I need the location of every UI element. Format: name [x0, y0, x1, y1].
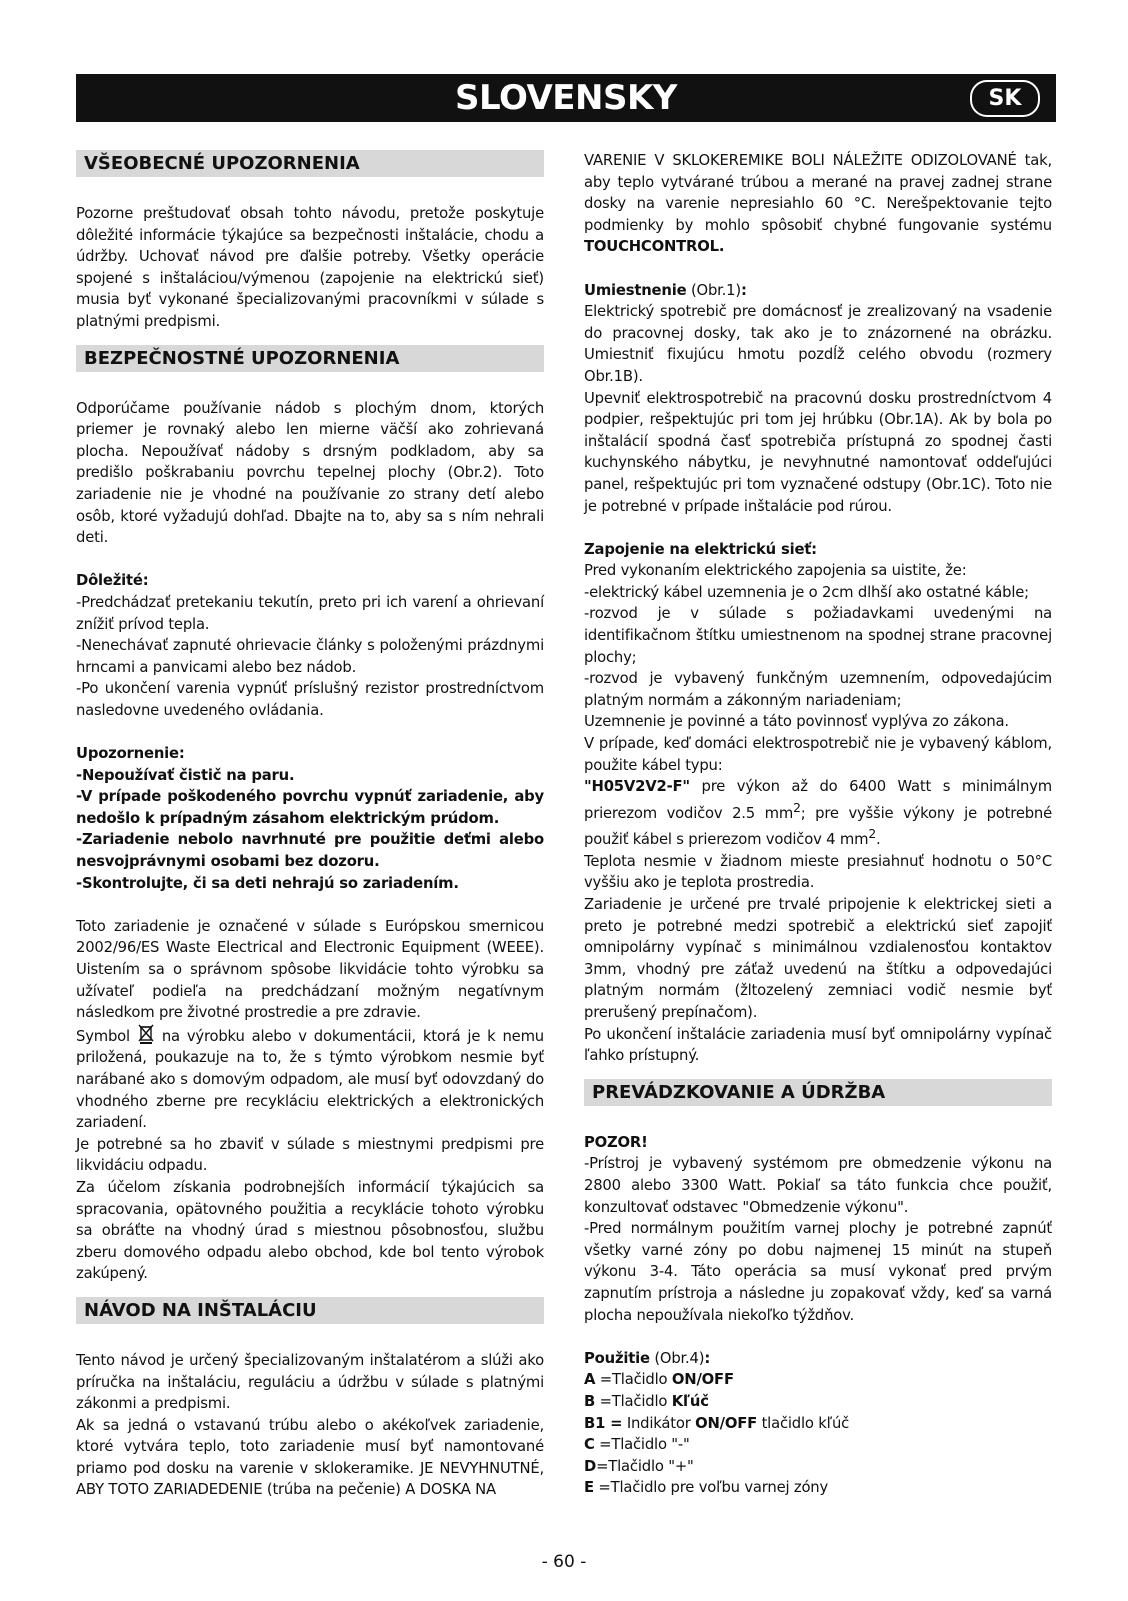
- cable-superscript: 2: [868, 827, 876, 842]
- section-title-installation: NÁVOD NA INŠTALÁCIU: [76, 1297, 544, 1324]
- control-text: =Tlačidlo "+": [596, 1457, 694, 1475]
- use-heading: [584, 1348, 1052, 1370]
- control-key: A: [584, 1371, 596, 1389]
- control-item: [584, 1369, 1052, 1391]
- safety-warnings-text: Odporúčame používanie nádob s plochým dnom, ktorých priemer je rovnaký alebo len mierne väčší ako zohrievaná plocha. Nepoužívať nádoby s drsným podkladom, aby sa predišlo poškrabaniu povrchu tepelnej plochy (Obr.2). Toto zariadenie nie je vhodné na používanie zo strany detí alebo osôb, ktoré vyžadujú dohľad. Dbajte na to, aby sa s ním nehrali deti.: [76, 399, 544, 547]
- placement-colon: :: [740, 281, 747, 299]
- installation-continued-body: VARENIE V SKLOKEREMIKE BOLI NÁLEŽITE ODIZOLOVANÉ tak, aby teplo vytvárané trúbou a merané na pravej zadnej strane dosky na varenie nepresiahlo 60 °C. Nerešpektovanie tejto podmienky by mohlo spôsobiť chybné fungovanie systému: [584, 152, 1052, 234]
- crossed-bin-icon: [137, 1024, 155, 1044]
- control-text: =Tlačidlo pre voľbu varnej zóny: [593, 1479, 829, 1497]
- connection-label: Zapojenie na elektrickú sieť:: [584, 540, 817, 558]
- use-colon: :: [704, 1349, 711, 1367]
- placement-text: Elektrický spotrebič pre domácnosť je zrealizovaný na vsadenie do pracovnej dosky, tak ako je to znázornené na obrázku. Umiestniť fixujúcu hmotu pozdĺž celého obvodu (rozmery Obr.1B).: [584, 303, 1052, 385]
- warning-item: -V prípade poškodeného povrchu vypnúť zariadenie, aby nedošlo k prípadným zásahom elektrickým prúdom.: [76, 788, 544, 827]
- connection-item: -rozvod je vybavený funkčným uzemnením, odpovedajúcim platným normám a zákonným nariadeniam;: [584, 670, 1052, 709]
- control-bold: ON/OFF: [671, 1371, 734, 1389]
- weee-paragraph: Je potrebné sa ho zbaviť v súlade s miestnymi predpismi pre likvidáciu odpadu.: [76, 1135, 544, 1175]
- cable-text: ; pre vyššie výkony je potrebné použiť kábel s prierezom vodičov 4 mm: [584, 804, 1052, 849]
- language-title: SLOVENSKY: [455, 78, 677, 118]
- section-title-safety-warnings: BEZPEČNOSTNÉ UPOZORNENIA: [76, 345, 544, 372]
- control-text: Indikátor: [622, 1414, 696, 1432]
- important-item: -Po ukončení varenia vypnúť príslušný rezistor prostredníctvom nasledovne uvedeného ovládania.: [76, 680, 544, 719]
- control-bold: ON/OFF: [695, 1414, 758, 1432]
- installation-text: Ak sa jedná o vstavanú trúbu alebo o akékoľvek zariadenie, ktoré vytvára teplo, toto zariadenie musí byť namontované priamo pod dosku na varenie v sklokeramike. JE NEVYHNUTNÉ, ABY TOTO ZARIADEDENIE (trúba na pečenie) A DOSKA NA: [76, 1416, 544, 1499]
- placement-heading: [584, 280, 1052, 302]
- weee-symbol-paragraph: [76, 1024, 544, 1134]
- cable-type: "H05V2V2-F": [584, 778, 690, 796]
- cable-superscript: 2: [793, 800, 801, 815]
- connection-item: Zariadenie je určené pre trvalé pripojenie k elektrickej sieti a preto je potrebné medzi spotrebič a elektrickú sieť zapojiť omnipolárny vypínač s minimálnou vzdialenosťou kontaktov 3mm, vhodný pre záťaž uvedenú na štítku a odpovedajúci platným normám (žltozelený zemniaci vodič nesmie byť prerušený prepínačom).: [584, 896, 1052, 1021]
- warning-item: -Nepoužívať čistič na paru.: [76, 766, 295, 784]
- cable-text: pre výkon až do 6400 Watt s minimálnym prierezom vodičov 2.5 mm: [584, 778, 1052, 822]
- weee-symbol-text: na výrobku alebo v dokumentácii, ktorá je k nemu priložená, poukazuje na to, že s týmto výrobkom nesmie byť narábané ako s domovým odpadom, ale musí byť odovzdaný do vhodného zberne pre recykláciu elektrických a elektronických zariadení.: [76, 1027, 544, 1132]
- section-title-operation: PREVÁDZKOVANIE A ÚDRŽBA: [584, 1079, 1052, 1106]
- control-item: [584, 1477, 1052, 1499]
- control-item: [584, 1413, 1052, 1435]
- control-rest: tlačidlo kľúč: [757, 1414, 850, 1432]
- control-key: D: [584, 1457, 597, 1475]
- use-label: Použitie: [584, 1349, 650, 1367]
- installation-continued-text: [584, 150, 1052, 258]
- weee-paragraph: Za účelom získania podrobnejších informácií týkajúcich sa spracovania, opätovného použitia a recyklácie tohoto výrobku sa obráťte na vhodný úrad s miestnou pôsobnosťou, službu zberu domového odpadu alebo obchod, kde bol tento výrobok zakúpený.: [76, 1178, 544, 1283]
- page-number: - 60 -: [541, 1552, 587, 1572]
- warning-item: -Skontrolujte, či sa deti nehrajú so zariadením.: [76, 874, 459, 892]
- general-warnings-text: Pozorne preštudovať obsah tohto návodu, pretože poskytuje dôležité informácie týkajúce sa bezpečnosti inštalácie, chodu a údržby. Uchovať návod pre ďalšie potreby. Všetky operácie spojené s inštaláciou/výmenou (zapojenie na elektrickú sieť) musia byť vykonané špecializovanými pracovníkmi v súlade s platnými predpismi.: [76, 205, 544, 330]
- control-item: [584, 1391, 1052, 1413]
- control-key: B: [584, 1392, 596, 1410]
- connection-item: -elektrický kábel uzemnenia je o 2cm dlhší ako ostatné káble;: [584, 583, 1029, 601]
- attention-label: POZOR!: [584, 1133, 648, 1151]
- use-figure-ref: (Obr.4): [649, 1349, 705, 1367]
- connection-item: Uzemnenie je povinné a táto povinnosť vyplýva zo zákona.: [584, 713, 1009, 731]
- section-title-general-warnings: VŠEOBECNÉ UPOZORNENIA: [76, 150, 544, 177]
- attention-item: -Pred normálnym použitím varnej plochy je potrebné zapnúť všetky varné zóny po dobu najmenej 15 minút na stupeň výkonu 3-4. Táto operácia sa musí vykonať pred prvým zapnutím prístroja a následne ju zopakovať vždy, keď sa varná plocha nepoužívala niekoľko týždňov.: [584, 1220, 1052, 1324]
- control-key: C: [584, 1436, 595, 1454]
- placement-figure-ref: (Obr.1): [686, 281, 741, 299]
- weee-paragraph: Toto zariadenie je označené v súlade s Európskou smernicou 2002/96/ES Waste Electrical and Electronic Equipment (WEEE). Uistením sa o správnom spôsobe likvidácie tohto výrobku sa užívateľ podieľa na predchádzaní možným negatívnym následkom pre životné prostredie a pre zdravie.: [76, 917, 544, 1022]
- weee-symbol-prefix: Symbol: [76, 1027, 130, 1045]
- important-item: -Nenechávať zapnuté ohrievacie články s položenými prázdnymi hrncami a panvicami alebo bez nádob.: [76, 637, 544, 676]
- control-text: =Tlačidlo: [595, 1392, 672, 1410]
- control-key: B1 =: [584, 1414, 623, 1432]
- warning-item: -Zariadenie nebolo navrhnuté pre použitie deťmi alebo nesvojprávnymi osobami bez dozoru.: [76, 831, 544, 871]
- control-bold: Kľúč: [671, 1392, 709, 1410]
- cable-text: .: [875, 831, 881, 849]
- language-banner: [76, 74, 1056, 122]
- left-column: [76, 150, 544, 1501]
- attention-item: -Prístroj je vybavený systémom pre obmedzenie výkonu na 2800 alebo 3300 Watt. Pokiaľ sa táto funkcia chce použiť, konzultovať odstavec "Obmedzenie výkonu".: [584, 1155, 1052, 1216]
- connection-item: Pred vykonaním elektrického zapojenia sa uistite, že:: [584, 562, 967, 580]
- right-column: [584, 150, 1052, 1499]
- control-list: [584, 1369, 1052, 1499]
- important-label: Dôležité:: [76, 572, 149, 590]
- warning-label: Upozornenie:: [76, 745, 185, 763]
- control-key: E: [584, 1479, 594, 1497]
- placement-label: Umiestnenie: [584, 281, 687, 299]
- connection-item: -rozvod je v súlade s požiadavkami uvedenými na identifikačnom štítku umiestnenom na spodnej strane pracovnej plochy;: [584, 605, 1052, 666]
- placement-text: Upevniť elektrospotrebič na pracovnú dosku prostredníctvom 4 podpier, rešpektujúc pri tom jej hrúbku (Obr.1A). Ak by bola po inštalácií spodná časť spotrebiča prístupná zo spodnej časti kuchynského nábytku, je nevyhnutné namontovať oddeľujúci panel, rešpektujúc pri tom vyznačené odstupy (Obr.1C). Toto nie je potrebné v prípade inštalácie pod rúrou.: [584, 389, 1052, 515]
- connection-item: V prípade, keď domáci elektrospotrebič nie je vybavený káblom, použite kábel typu:: [584, 735, 1052, 774]
- cable-spec: [584, 776, 1052, 851]
- touchcontrol-label: TOUCHCONTROL.: [584, 238, 725, 256]
- important-item: -Predchádzať pretekaniu tekutín, preto pri ich varení a ohrievaní znížiť prívod tepla.: [76, 593, 544, 633]
- control-text: =Tlačidlo: [595, 1371, 672, 1389]
- control-item: [584, 1456, 1052, 1478]
- connection-item: Po ukončení inštalácie zariadenia musí byť omnipolárny vypínač ľahko prístupný.: [584, 1025, 1052, 1065]
- language-code-badge: SK: [970, 80, 1040, 117]
- installation-text: Tento návod je určený špecializovaným inštalatérom a slúži ako príručka na inštaláciu, reguláciu a údržbu v súlade s platnými zákonmi a predpismi.: [76, 1351, 544, 1413]
- control-text: =Tlačidlo "-": [594, 1436, 690, 1454]
- control-item: [584, 1434, 1052, 1456]
- connection-item: Teplota nesmie v žiadnom mieste presiahnuť hodnotu o 50°C vyššiu ako je teplota prostredia.: [584, 852, 1052, 892]
